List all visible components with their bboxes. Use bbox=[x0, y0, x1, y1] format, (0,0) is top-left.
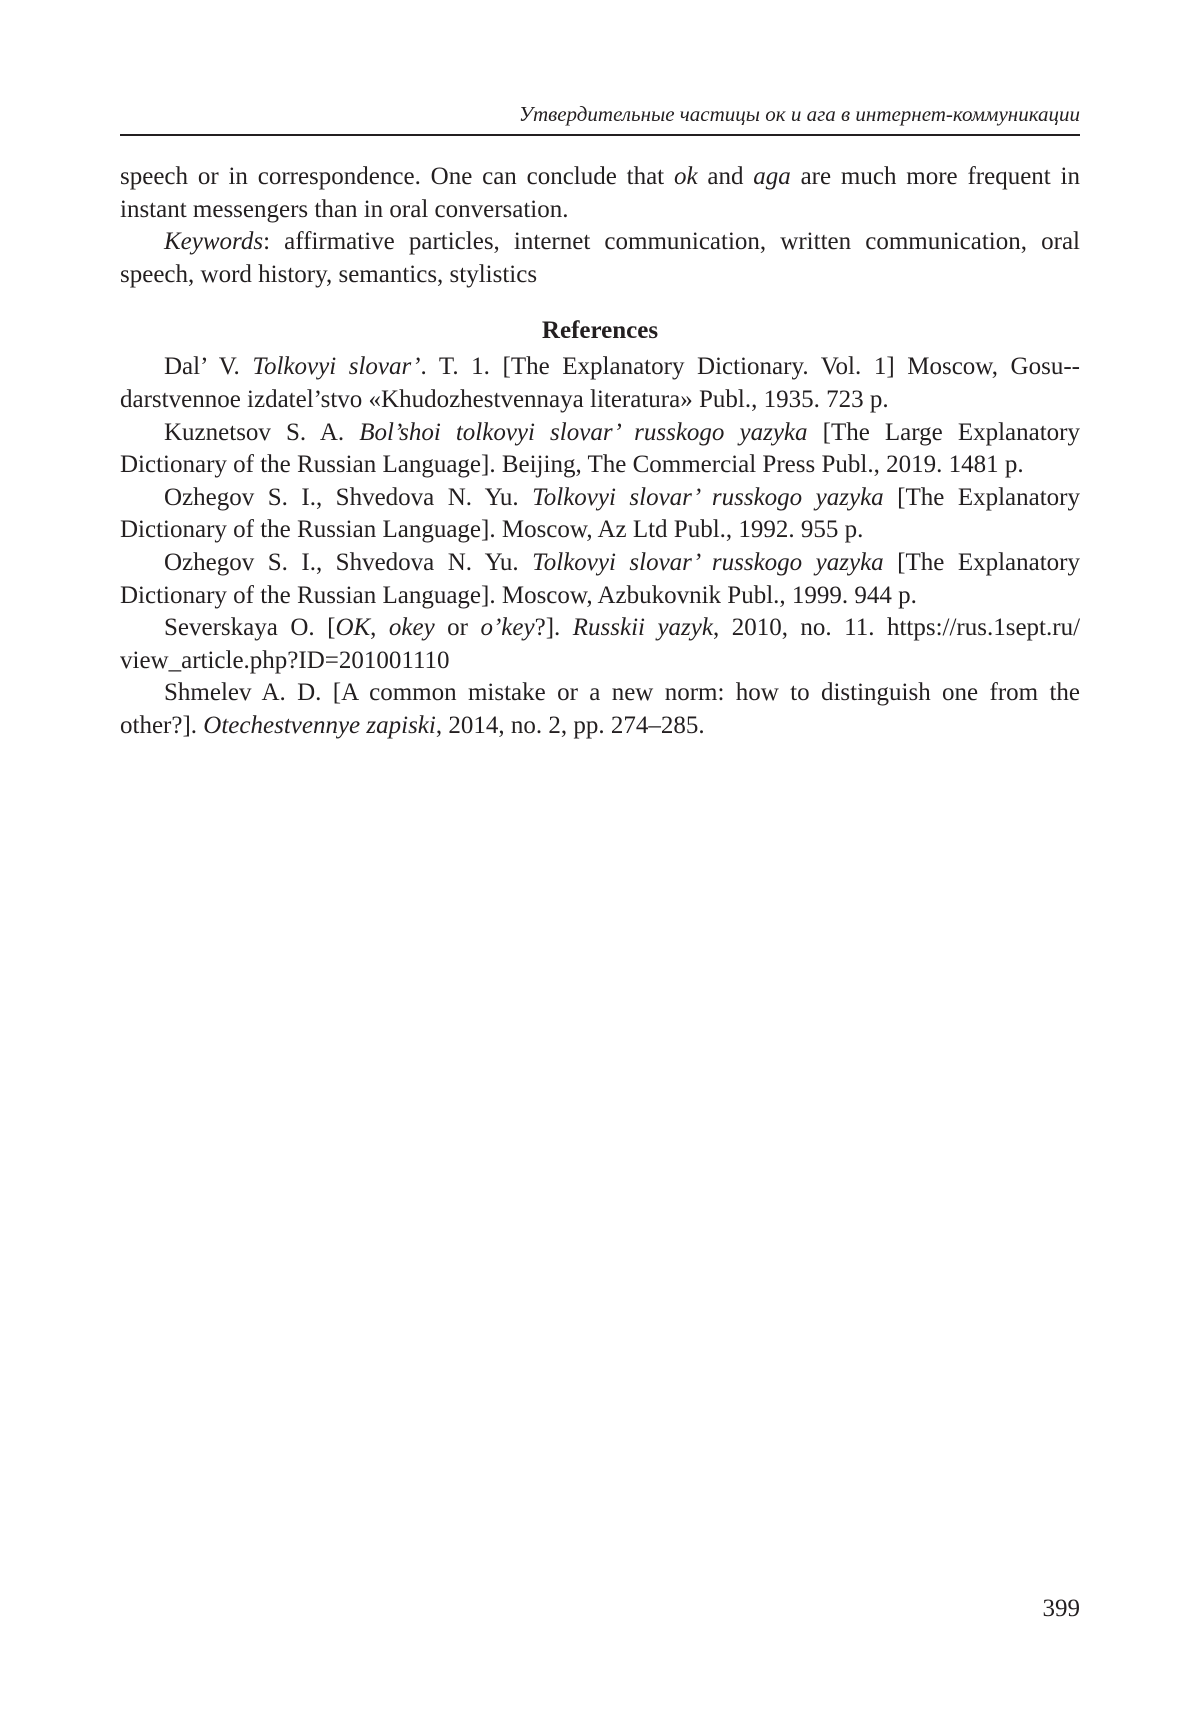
reference-details: . T. 1. [The Explanatory Dictionary. Vol. 1] Moscow, Gosu-darstvennoe izdatel’stvo «Khudozhestvennaya literatura» Publ., 1935. 723 p. bbox=[120, 353, 1080, 413]
header-rule bbox=[120, 134, 1080, 136]
abstract-text: and bbox=[697, 163, 754, 190]
reference-entry bbox=[120, 482, 1080, 547]
reference-title: Tolkovyi slovar’ russkogo yazyka bbox=[532, 548, 884, 576]
reference-entry bbox=[120, 417, 1080, 482]
reference-details: [The Explanatory Dictionary of the Russian Language]. Moscow, Az Ltd Publ., 1992. 955 p. bbox=[120, 483, 1081, 544]
reference-title: Tolkovyi slovar’ russkogo yazyka bbox=[532, 483, 884, 511]
reference-author: Ozhegov S. I., Shvedova N. Yu. bbox=[164, 483, 533, 511]
term-ok: ok bbox=[673, 163, 698, 190]
abstract-paragraph bbox=[120, 161, 1080, 226]
references-heading: References bbox=[541, 317, 659, 345]
reference-author: Shmelev A. D. [A common mistake or a new norm: how to distinguish one from the other?]. bbox=[120, 679, 1080, 739]
reference-title: Tolkovyi slovar’ bbox=[252, 353, 421, 381]
reference-journal: Russkii yazyk bbox=[572, 614, 713, 642]
reference-text: , bbox=[370, 614, 389, 642]
reference-details: [The Large Explanatory Dictionary of the Russian Language]. Beijing, The Commercial Press Publ., 2019. 1481 p. bbox=[120, 418, 1081, 479]
reference-title: Bol’shoi tolkovyi slovar’ russkogo yazyka bbox=[359, 418, 808, 446]
reference-text: or bbox=[434, 614, 481, 642]
reference-details: [The Explanatory Dictionary of the Russian Language]. Moscow, Azbukovnik Publ., 1999. 944 p. bbox=[120, 548, 1081, 609]
reference-term: OK bbox=[335, 614, 371, 642]
reference-entry-shmelev bbox=[120, 677, 1080, 742]
reference-details: , 2010, no. 11. https://rus.1sept.ru/​view_article.php?ID=201001110 bbox=[120, 614, 1081, 674]
keywords-text: : affirmative particles, internet communication, written communication, oral speech, word history, semantics, stylistics bbox=[120, 228, 1080, 288]
abstract-text: speech or in correspondence. One can conclude that bbox=[120, 163, 674, 190]
reference-journal: Otechestvennye zapiski bbox=[203, 711, 436, 739]
reference-author: Dal’ V. bbox=[164, 353, 253, 381]
reference-text: ?]. bbox=[534, 614, 573, 642]
reference-entry bbox=[120, 547, 1080, 612]
abstract-text: are much more frequent in instant messengers than in oral conversation. bbox=[120, 163, 1080, 223]
page-number: 399 bbox=[1042, 1595, 1080, 1622]
reference-entry-severskaya bbox=[120, 612, 1080, 677]
reference-term: o’key bbox=[480, 614, 535, 642]
reference-details: , 2014, no. 2, pp. 274–285. bbox=[435, 711, 705, 739]
reference-author: Kuznetsov S. A. bbox=[164, 418, 360, 446]
running-head: Утвердительные частицы ок и ага в интернет-коммуникации bbox=[518, 102, 1080, 126]
reference-term: okey bbox=[388, 614, 435, 642]
reference-author: Severskaya O. [ bbox=[164, 614, 336, 642]
keywords-paragraph bbox=[120, 226, 1080, 291]
body-text bbox=[120, 161, 1080, 743]
term-aga: aga bbox=[753, 163, 791, 190]
reference-entry bbox=[120, 351, 1080, 416]
reference-author: Ozhegov S. I., Shvedova N. Yu. bbox=[164, 548, 533, 576]
keywords-label: Keywords bbox=[164, 228, 264, 256]
